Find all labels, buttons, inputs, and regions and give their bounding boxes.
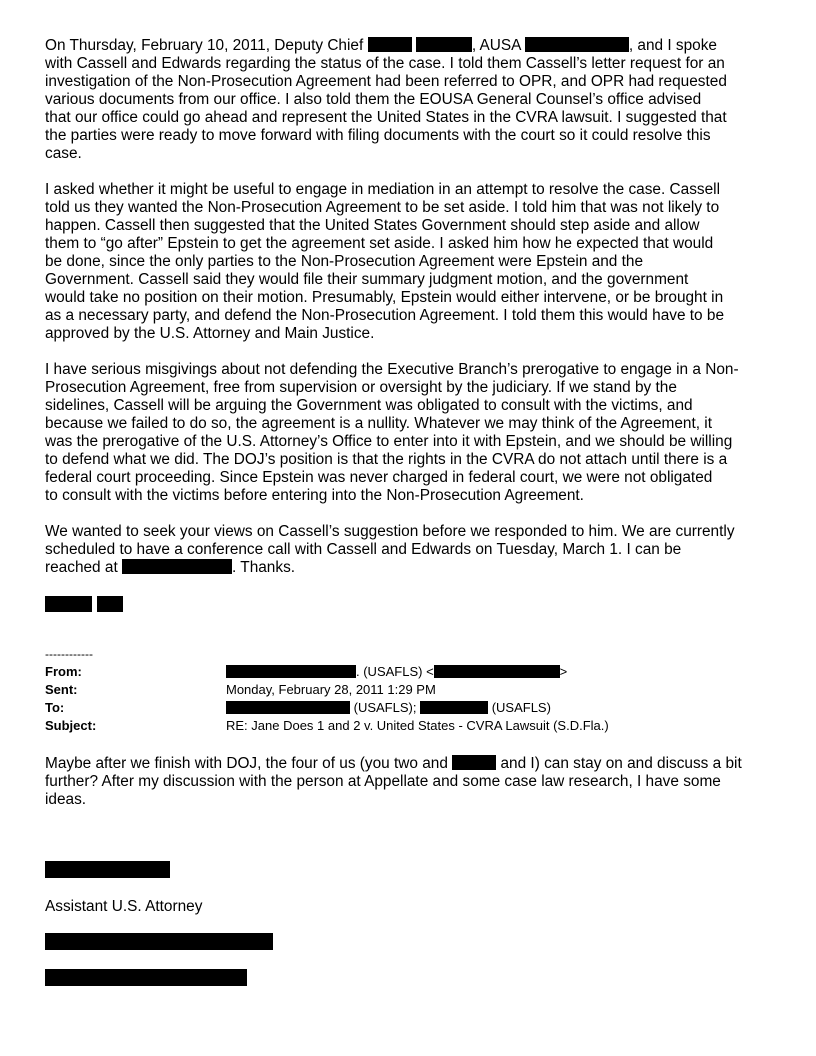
signature-redaction	[97, 596, 123, 612]
paragraph-1	[45, 37, 780, 163]
reply-rest: further? After my discussion with the person at Appellate and some case law research, I have some ideas.	[45, 773, 721, 808]
reply-line1-start: Maybe after we finish with DOJ, the four of us (you two and	[45, 755, 453, 772]
redaction	[226, 665, 356, 678]
to-value	[226, 700, 551, 715]
redaction	[434, 665, 560, 678]
p4-text: We wanted to seek your views on Cassell’s suggestion before we responded to him. We are currently scheduled to have a conference call with Cassell and Edwards on Tuesday, March 1. I can be reached at	[45, 523, 735, 576]
sent-value: Monday, February 28, 2011 1:29 PM	[226, 682, 436, 697]
to-label: To:	[45, 700, 65, 715]
paragraph-2: I asked whether it might be useful to engage in mediation in an attempt to resolve the case. Cassell told us they wanted the Non-Prosecution Agreement to be set aside. I told him that was not likely to happen. Cassell then suggested that the United States Government should step aside and allow them to “go after” Epstein to get the agreement set aside. I asked him how he expected that would be done, since the only parties to the Non-Prosecution Agreement were Epstein and the Government. Cassell said they would file their summary judgment motion, and the government would take no position on their motion. Presumably, Epstein would either intervene, or be brought in as a necessary party, and defend the Non-Prosecution Agreement. I told them this would have to be approved by the U.S. Attorney and Main Justice.	[45, 181, 725, 342]
redaction	[452, 755, 496, 770]
to-value-1: (USAFLS);	[350, 700, 421, 715]
from-value-end: >	[559, 664, 568, 679]
p1-line1-end: , and I spoke	[628, 37, 717, 54]
signature-name-redaction	[45, 861, 170, 878]
sent-label: Sent:	[45, 682, 78, 697]
paragraph-3: I have serious misgivings about not defending the Executive Branch’s prerogative to engage in a Non- Prosecution Agreement, free from supervision or oversight by the judiciary. If we stand by the sidelines, Cassell will be arguing the Government was obligated to consult with the victims, and because we failed to do so, the agreement is a nullity. Whatever we may think of the Agreement, it was the prerogative of the U.S. Attorney’s Office to enter into it with Epstein, and we should be willing to defend what we did. The DOJ’s position is that the rights in the CVRA do not attach until there is a federal court proceeding. Since Epstein was never charged in federal court, we were not obligated to consult with the victims before entering into the Non-Prosecution Agreement.	[45, 361, 739, 504]
from-value-mid: . (USAFLS) <	[356, 664, 434, 679]
reply-line1-end: and I) can stay on and discuss a bit	[496, 755, 742, 772]
to-value-2: (USAFLS)	[488, 700, 551, 715]
subject-label: Subject:	[45, 718, 97, 733]
redaction	[122, 559, 232, 574]
p1-line1-mid: , AUSA	[471, 37, 525, 54]
signature-title: Assistant U.S. Attorney	[45, 898, 203, 915]
signature-line-redaction	[45, 933, 273, 950]
redaction	[420, 701, 488, 714]
redaction	[226, 701, 350, 714]
redaction	[525, 37, 629, 52]
p1-line1-start: On Thursday, February 10, 2011, Deputy Chief	[45, 37, 368, 54]
from-label: From:	[45, 664, 82, 679]
from-value	[226, 664, 567, 679]
reply-paragraph	[45, 755, 780, 809]
paragraph-4	[45, 523, 780, 577]
separator: ------------	[45, 647, 93, 661]
redaction	[416, 37, 472, 52]
p4-end: . Thanks.	[232, 559, 296, 576]
subject-value: RE: Jane Does 1 and 2 v. United States - CVRA Lawsuit (S.D.Fla.)	[226, 718, 609, 733]
redaction	[368, 37, 412, 52]
p1-rest: with Cassell and Edwards regarding the status of the case. I told them Cassell’s letter request for an investigation of the Non-Prosecution Agreement had been referred to OPR, and OPR had requested various documents from our office. I also told them the EOUSA General Counsel’s office advised that our office could go ahead and represent the United States in the CVRA lawsuit. I suggested that the parties were ready to move forward with filing documents with the court so it could resolve this case.	[45, 55, 727, 162]
signature-redaction	[45, 596, 92, 612]
signature-line-redaction	[45, 969, 247, 986]
